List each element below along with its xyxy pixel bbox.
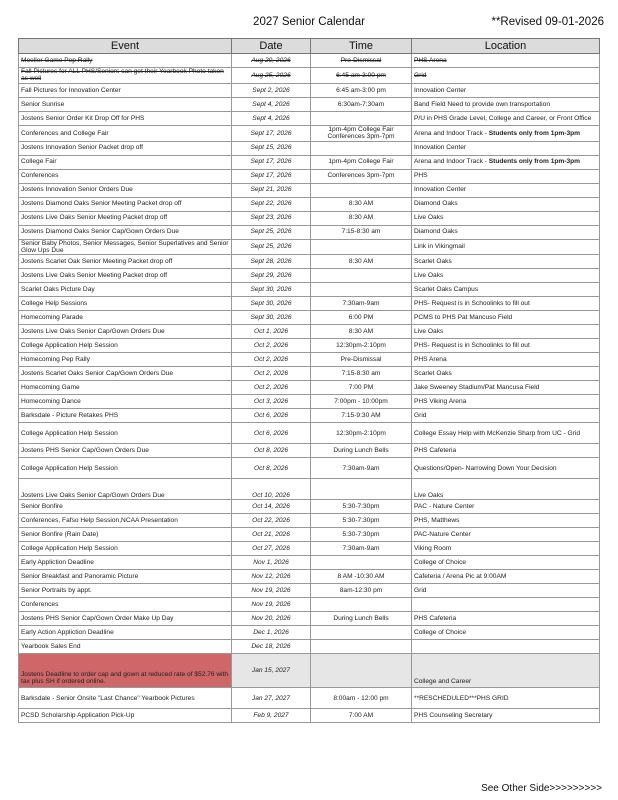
date-cell: Oct 6, 2026 bbox=[232, 423, 311, 444]
location-text: Innovation Center bbox=[414, 144, 467, 152]
location-text: P/U in PHS Grade Level, College and Career, or Front Office bbox=[414, 114, 592, 122]
time-cell: 8 AM -10:30 AM bbox=[311, 570, 412, 584]
date-cell: Sept 30, 2026 bbox=[232, 311, 311, 325]
table-row bbox=[19, 500, 600, 514]
location-text: PHS Cafeteria bbox=[414, 615, 457, 623]
date-cell: Nov 20, 2026 bbox=[232, 612, 311, 626]
location-text: Scarlet Oaks Campus bbox=[414, 286, 479, 294]
event-cell: Senior Sunrise bbox=[19, 97, 232, 111]
table-row bbox=[19, 423, 600, 444]
location-cell bbox=[412, 239, 600, 255]
date-cell: Oct 10, 2026 bbox=[232, 479, 311, 500]
location-text: Viking Room bbox=[414, 545, 452, 553]
event-cell: Jostens Scarlet Oak Senior Meeting Packet drop off bbox=[19, 255, 232, 269]
date-cell: Sept 4, 2026 bbox=[232, 97, 311, 111]
time-cell bbox=[311, 239, 412, 255]
event-cell: Senior Bonfire bbox=[19, 500, 232, 514]
time-cell: 7:15-8:30 am bbox=[311, 225, 412, 239]
date-cell: Sept 25, 2026 bbox=[232, 225, 311, 239]
time-cell: 5:30-7:30pm bbox=[311, 528, 412, 542]
location-text: PHS Counseling Secretary bbox=[414, 712, 493, 720]
location-text: Innovation Center bbox=[414, 86, 467, 94]
time-cell bbox=[311, 283, 412, 297]
time-cell bbox=[311, 183, 412, 197]
date-cell: Oct 22, 2026 bbox=[232, 514, 311, 528]
header-row bbox=[19, 39, 600, 54]
date-cell: Oct 3, 2026 bbox=[232, 395, 311, 409]
event-cell: Jostens Live Oaks Senior Meeting Packet drop off bbox=[19, 269, 232, 283]
location-text: PHS bbox=[414, 172, 428, 180]
location-cell bbox=[412, 68, 600, 84]
location-emphasis: Students only from 1pm-3pm bbox=[488, 129, 581, 137]
table-row bbox=[19, 542, 600, 556]
time-cell bbox=[311, 654, 412, 688]
date-cell: Sept 2, 2026 bbox=[232, 83, 311, 97]
event-cell: Conferences bbox=[19, 169, 232, 183]
event-cell: Jostens PHS Senior Cap/Gown Order Make Up Day bbox=[19, 612, 232, 626]
location-cell bbox=[412, 395, 600, 409]
location-cell bbox=[412, 197, 600, 211]
location-cell bbox=[412, 311, 600, 325]
date-cell: Sept 22, 2026 bbox=[232, 197, 311, 211]
location-cell bbox=[412, 626, 600, 640]
event-cell: Homecoming Game bbox=[19, 381, 232, 395]
table-row bbox=[19, 183, 600, 197]
event-cell: Conferences bbox=[19, 598, 232, 612]
table-row bbox=[19, 297, 600, 311]
date-cell: Sept 28, 2026 bbox=[232, 255, 311, 269]
table-row bbox=[19, 283, 600, 297]
location-text: Live Oaks bbox=[414, 328, 444, 336]
location-text: PHS Viking Arena bbox=[414, 398, 467, 406]
time-cell: 6:00 PM bbox=[311, 311, 412, 325]
location-text: Grid bbox=[414, 412, 427, 420]
location-cell bbox=[412, 381, 600, 395]
date-cell: Oct 6, 2026 bbox=[232, 409, 311, 423]
date-cell: Sept 29, 2026 bbox=[232, 269, 311, 283]
time-cell: 7:00 AM bbox=[311, 709, 412, 723]
date-cell: Nov 1, 2026 bbox=[232, 556, 311, 570]
location-cell bbox=[412, 514, 600, 528]
time-cell bbox=[311, 626, 412, 640]
table-row bbox=[19, 211, 600, 225]
table-row bbox=[19, 640, 600, 654]
event-cell: Homecoming Pep Rally bbox=[19, 353, 232, 367]
location-text: Cafeteria / Arena Pic at 9:00AM bbox=[414, 573, 507, 581]
event-cell: Homecoming Dance bbox=[19, 395, 232, 409]
location-text: College of Choice bbox=[414, 629, 467, 637]
location-emphasis: Students only from 1pm-3pm bbox=[488, 158, 581, 166]
date-cell: Sept 21, 2026 bbox=[232, 183, 311, 197]
table-row bbox=[19, 155, 600, 169]
event-cell: Jostens Innovation Senior Orders Due bbox=[19, 183, 232, 197]
event-cell: Fall Pictures for Innovation Center bbox=[19, 83, 232, 97]
event-cell: Jostens Diamond Oaks Senior Cap/Gown Orders Due bbox=[19, 225, 232, 239]
location-cell bbox=[412, 688, 600, 709]
event-cell: Fall Pictures for ALL PHS/Seniors can get their Yearbook Photo taken as well bbox=[19, 68, 232, 84]
location-cell bbox=[412, 111, 600, 125]
time-cell: 1pm-4pm College Fair bbox=[311, 155, 412, 169]
event-cell: Jostens Live Oaks Senior Meeting Packet drop off bbox=[19, 211, 232, 225]
date-cell: Jan 27, 2027 bbox=[232, 688, 311, 709]
location-cell bbox=[412, 500, 600, 514]
time-cell: 5:30-7:30pm bbox=[311, 514, 412, 528]
location-text: Innovation Center bbox=[414, 186, 467, 194]
location-cell bbox=[412, 367, 600, 381]
event-cell: College Application Help Session bbox=[19, 339, 232, 353]
date-cell: Sept 25, 2026 bbox=[232, 239, 311, 255]
table-row bbox=[19, 556, 600, 570]
location-text: PHS, Matthews bbox=[414, 517, 460, 525]
time-cell: 6:45 am-3:00 pm bbox=[311, 83, 412, 97]
date-cell: Sept 23, 2026 bbox=[232, 211, 311, 225]
event-cell: Early Action Appliction Deadline bbox=[19, 626, 232, 640]
location-text: PHS Cafeteria bbox=[414, 447, 457, 455]
time-cell: 7:15-8:30 am bbox=[311, 367, 412, 381]
event-cell: Barksdale - Picture Retakes PHS bbox=[19, 409, 232, 423]
senior-calendar-table bbox=[18, 38, 600, 723]
table-row bbox=[19, 444, 600, 458]
date-cell: Aug 25, 2026 bbox=[232, 68, 311, 84]
time-cell bbox=[311, 640, 412, 654]
date-cell: Oct 2, 2026 bbox=[232, 381, 311, 395]
location-cell bbox=[412, 709, 600, 723]
event-cell: College Help Sessions bbox=[19, 297, 232, 311]
time-cell: 12:30pm-2:10pm bbox=[311, 339, 412, 353]
table-row bbox=[19, 654, 600, 688]
location-cell bbox=[412, 169, 600, 183]
location-text: Link in Vikingmail bbox=[414, 243, 465, 251]
location-cell bbox=[412, 97, 600, 111]
table-row bbox=[19, 269, 600, 283]
table-row bbox=[19, 409, 600, 423]
location-text: Scarlet Oaks bbox=[414, 258, 452, 266]
table-row bbox=[19, 325, 600, 339]
time-cell: 6:45 am-3:00 pm bbox=[311, 68, 412, 84]
location-cell bbox=[412, 542, 600, 556]
location-text: Grid bbox=[414, 587, 427, 595]
column-header-time: Time bbox=[311, 39, 412, 54]
date-cell: Sept 17, 2026 bbox=[232, 155, 311, 169]
table-row bbox=[19, 353, 600, 367]
column-header-location: Location bbox=[412, 39, 600, 54]
time-cell: 12:30pm-2:10pm bbox=[311, 423, 412, 444]
date-cell: Jan 15, 2027 bbox=[232, 654, 311, 688]
location-cell bbox=[412, 598, 600, 612]
date-cell: Dec 1, 2026 bbox=[232, 626, 311, 640]
time-cell bbox=[311, 141, 412, 155]
event-cell: College Application Help Session bbox=[19, 458, 232, 479]
time-cell: 7:30am-9am bbox=[311, 458, 412, 479]
event-cell: College Application Help Session bbox=[19, 542, 232, 556]
see-other-side-note: See Other Side>>>>>>>>> bbox=[481, 783, 602, 794]
table-row bbox=[19, 688, 600, 709]
table-row bbox=[19, 584, 600, 598]
location-cell bbox=[412, 556, 600, 570]
date-cell: Nov 12, 2026 bbox=[232, 570, 311, 584]
date-cell: Dec 18, 2026 bbox=[232, 640, 311, 654]
event-cell: Yearbook Sales End bbox=[19, 640, 232, 654]
location-text: Scarlet Oaks bbox=[414, 370, 452, 378]
time-cell: 7:15-9:30 AM bbox=[311, 409, 412, 423]
table-row bbox=[19, 125, 600, 141]
table-row bbox=[19, 68, 600, 84]
event-cell: College Application Help Session bbox=[19, 423, 232, 444]
time-cell: Pre-Dismissal bbox=[311, 353, 412, 367]
event-cell: Jostens Live Oaks Senior Cap/Gown Orders Due bbox=[19, 325, 232, 339]
date-cell: Feb 9, 2027 bbox=[232, 709, 311, 723]
event-cell: Jostens Deadline to order cap and gown at reduced rate of $52.76 with tax plus SH if ordered online. bbox=[19, 654, 232, 688]
table-row bbox=[19, 458, 600, 479]
location-cell bbox=[412, 83, 600, 97]
time-cell: 7:00pm - 10:00pm bbox=[311, 395, 412, 409]
date-cell: Sept 15, 2026 bbox=[232, 141, 311, 155]
date-cell: Oct 27, 2026 bbox=[232, 542, 311, 556]
event-cell: Jostens Live Oaks Senior Cap/Gown Orders Due bbox=[19, 479, 232, 500]
time-cell bbox=[311, 598, 412, 612]
location-text: **RESCHEDULED***PHS GRID bbox=[414, 694, 509, 702]
date-cell: Aug 20, 2026 bbox=[232, 54, 311, 68]
location-text: Live Oaks bbox=[414, 214, 444, 222]
location-text: PHS- Request is in Schoolinks to fill out bbox=[414, 342, 530, 350]
location-text: Questions/Open- Narrowing Down Your Decision bbox=[414, 464, 557, 472]
date-cell: Oct 8, 2026 bbox=[232, 458, 311, 479]
location-cell bbox=[412, 141, 600, 155]
table-row bbox=[19, 479, 600, 500]
time-cell bbox=[311, 111, 412, 125]
date-cell: Nov 19, 2026 bbox=[232, 598, 311, 612]
event-cell: Scarlet Oaks Picture Day bbox=[19, 283, 232, 297]
table-row bbox=[19, 239, 600, 255]
table-row bbox=[19, 367, 600, 381]
location-text: Band Field Need to provide own transportation bbox=[414, 100, 550, 108]
table-row bbox=[19, 197, 600, 211]
table-row bbox=[19, 709, 600, 723]
event-cell: Senior Bonfire (Rain Date) bbox=[19, 528, 232, 542]
location-text: Arena and Indoor Track - bbox=[414, 158, 489, 166]
location-cell bbox=[412, 479, 600, 500]
location-cell bbox=[412, 640, 600, 654]
event-cell: Moeller Game Pep Rally bbox=[19, 54, 232, 68]
location-text: PHS Arena bbox=[414, 56, 447, 64]
location-cell bbox=[412, 297, 600, 311]
location-text: College of Choice bbox=[414, 559, 467, 567]
location-text: College Essay Help with McKenzie Sharp from UC - Grid bbox=[414, 429, 580, 437]
time-cell: During Lunch Bells bbox=[311, 612, 412, 626]
time-cell: Pre-Dismissal bbox=[311, 54, 412, 68]
time-cell: 8:30 AM bbox=[311, 211, 412, 225]
table-row bbox=[19, 255, 600, 269]
time-cell: 8:30 AM bbox=[311, 197, 412, 211]
location-text: PHS- Request is in Schoolinks to fill out bbox=[414, 300, 530, 308]
location-cell bbox=[412, 528, 600, 542]
location-cell bbox=[412, 325, 600, 339]
location-cell bbox=[412, 283, 600, 297]
time-cell bbox=[311, 269, 412, 283]
location-cell bbox=[412, 444, 600, 458]
table-row bbox=[19, 141, 600, 155]
table-row bbox=[19, 97, 600, 111]
time-cell: 6:30am-7:30am bbox=[311, 97, 412, 111]
location-text: Grid bbox=[414, 71, 427, 79]
date-cell: Oct 14, 2026 bbox=[232, 500, 311, 514]
time-cell: During Lunch Bells bbox=[311, 444, 412, 458]
location-cell bbox=[412, 612, 600, 626]
table-row bbox=[19, 225, 600, 239]
event-cell: PCSD Scholarship Application Pick-Up bbox=[19, 709, 232, 723]
location-text: PAC-Nature Center bbox=[414, 531, 471, 539]
location-cell bbox=[412, 339, 600, 353]
event-cell: Jostens Innovation Senior Packet drop off bbox=[19, 141, 232, 155]
event-cell: Senior Baby Photos, Senior Messages, Senior Superlatives and Senior Glow Ups Due bbox=[19, 239, 232, 255]
date-cell: Sept 17, 2026 bbox=[232, 125, 311, 141]
date-cell: Oct 21, 2026 bbox=[232, 528, 311, 542]
location-cell bbox=[412, 458, 600, 479]
table-row bbox=[19, 311, 600, 325]
location-cell bbox=[412, 409, 600, 423]
location-cell bbox=[412, 211, 600, 225]
table-row bbox=[19, 395, 600, 409]
location-cell bbox=[412, 255, 600, 269]
table-row bbox=[19, 528, 600, 542]
event-cell: College Fair bbox=[19, 155, 232, 169]
location-text: Live Oaks bbox=[414, 272, 444, 280]
date-cell: Sept 30, 2026 bbox=[232, 283, 311, 297]
time-cell: 8:00am - 12:00 pm bbox=[311, 688, 412, 709]
location-text: PHS Arena bbox=[414, 356, 447, 364]
location-cell bbox=[412, 155, 600, 169]
column-header-event: Event bbox=[19, 39, 232, 54]
time-cell: 8am-12:30 pm bbox=[311, 584, 412, 598]
date-cell: Sept 4, 2026 bbox=[232, 111, 311, 125]
date-cell: Sept 30, 2026 bbox=[232, 297, 311, 311]
date-cell: Oct 1, 2026 bbox=[232, 325, 311, 339]
date-cell: Oct 2, 2026 bbox=[232, 367, 311, 381]
time-cell: 7:30am-9am bbox=[311, 542, 412, 556]
event-cell: Senior Breakfast and Panoramic Picture bbox=[19, 570, 232, 584]
event-cell: Barksdale - Senior Onsite "Last Chance" Yearbook Pictures bbox=[19, 688, 232, 709]
time-cell bbox=[311, 479, 412, 500]
time-cell: 8:30 AM bbox=[311, 255, 412, 269]
table-row bbox=[19, 169, 600, 183]
location-text: Diamond Oaks bbox=[414, 200, 458, 208]
event-cell: Senior Portraits by appt. bbox=[19, 584, 232, 598]
table-row bbox=[19, 83, 600, 97]
location-cell bbox=[412, 183, 600, 197]
location-cell bbox=[412, 353, 600, 367]
column-header-date: Date bbox=[232, 39, 311, 54]
event-cell: Jostens PHS Senior Cap/Gown Orders Due bbox=[19, 444, 232, 458]
table-row bbox=[19, 514, 600, 528]
location-text: Arena and Indoor Track - bbox=[414, 129, 489, 137]
time-cell bbox=[311, 556, 412, 570]
location-cell bbox=[412, 269, 600, 283]
location-cell bbox=[412, 654, 600, 688]
location-cell bbox=[412, 125, 600, 141]
location-text: PCMS to PHS Pat Mancuso Field bbox=[414, 314, 513, 322]
time-cell: Conferences 3pm-7pm bbox=[311, 169, 412, 183]
table-row bbox=[19, 111, 600, 125]
location-cell bbox=[412, 225, 600, 239]
location-cell bbox=[412, 423, 600, 444]
revised-date: **Revised 09-01-2026 bbox=[491, 16, 604, 28]
table-row bbox=[19, 612, 600, 626]
location-text: Jake Sweeney Stadium/Pat Mancusa Field bbox=[414, 384, 540, 392]
calendar-rows bbox=[19, 54, 600, 723]
date-cell: Oct 2, 2026 bbox=[232, 353, 311, 367]
event-cell: Early Appliction Deadline bbox=[19, 556, 232, 570]
table-row bbox=[19, 339, 600, 353]
date-cell: Sept 17, 2026 bbox=[232, 169, 311, 183]
table-row bbox=[19, 598, 600, 612]
location-cell bbox=[412, 570, 600, 584]
page-title: 2027 Senior Calendar bbox=[253, 16, 365, 28]
time-cell: 1pm-4pm College Fair Conferences 3pm-7pm bbox=[311, 125, 412, 141]
location-cell bbox=[412, 584, 600, 598]
time-cell: 5:30-7:30pm bbox=[311, 500, 412, 514]
date-cell: Oct 2, 2026 bbox=[232, 339, 311, 353]
event-cell: Conferences and College Fair bbox=[19, 125, 232, 141]
location-text: College and Career bbox=[414, 678, 472, 686]
location-text: PAC - Nature Center bbox=[414, 503, 475, 511]
date-cell: Nov 19, 2026 bbox=[232, 584, 311, 598]
location-text: Live Oaks bbox=[414, 492, 444, 500]
event-cell: Jostens Scarlet Oaks Senior Cap/Gown Orders Due bbox=[19, 367, 232, 381]
table-row bbox=[19, 570, 600, 584]
time-cell: 7:00 PM bbox=[311, 381, 412, 395]
event-cell: Conferences, Fafso Help Session,NCAA Presentation bbox=[19, 514, 232, 528]
table-row bbox=[19, 381, 600, 395]
table-row bbox=[19, 626, 600, 640]
date-cell: Oct 8, 2026 bbox=[232, 444, 311, 458]
location-cell bbox=[412, 54, 600, 68]
table-row bbox=[19, 54, 600, 68]
event-cell: Jostens Diamond Oaks Senior Meeting Packet drop off bbox=[19, 197, 232, 211]
event-cell: Homecoming Parade bbox=[19, 311, 232, 325]
event-cell: Jostens Senior Order Kit Drop Off for PHS bbox=[19, 111, 232, 125]
time-cell: 7:30am-9am bbox=[311, 297, 412, 311]
location-text: Diamond Oaks bbox=[414, 228, 458, 236]
time-cell: 8:30 AM bbox=[311, 325, 412, 339]
